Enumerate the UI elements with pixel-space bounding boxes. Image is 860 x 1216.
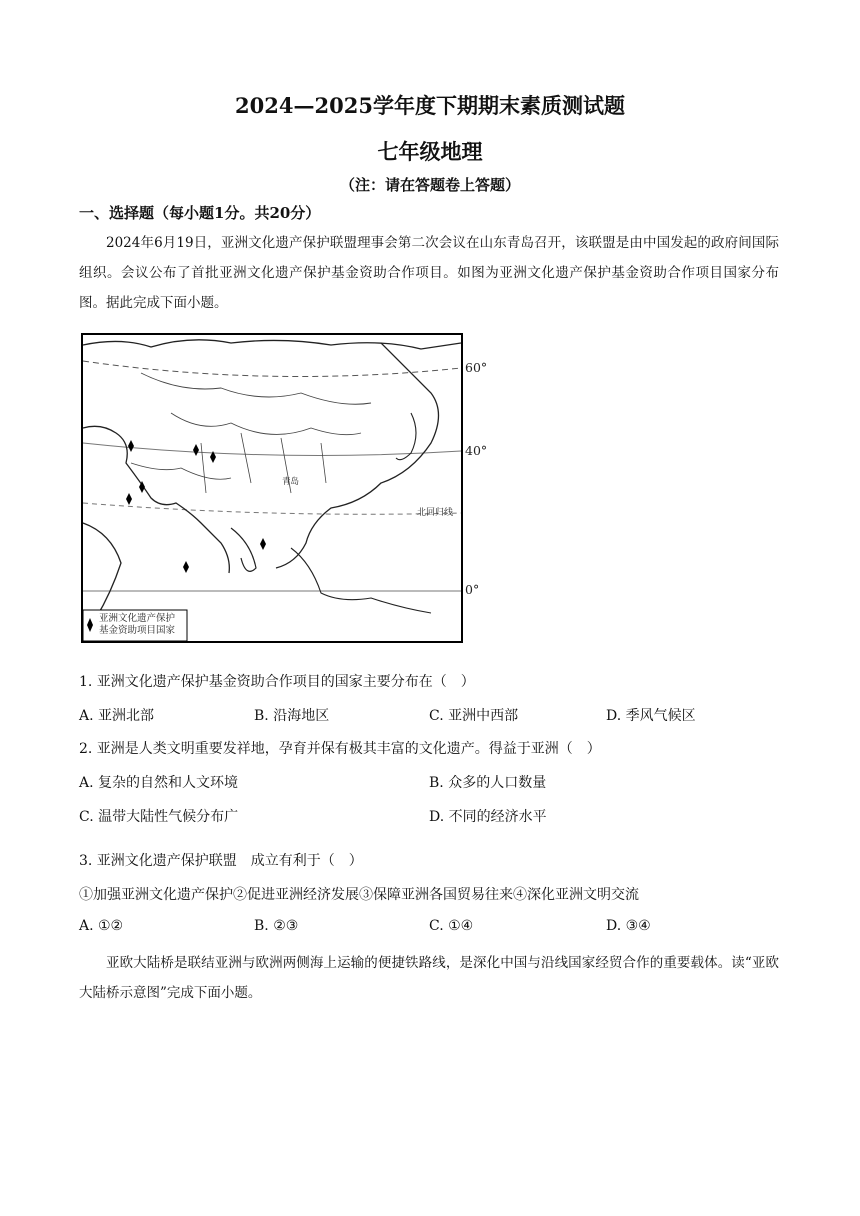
legend-text [99,613,175,637]
intro-paragraph-1: 2024年6月19日，亚洲文化遗产保护联盟理事会第二次会议在山东青岛召开，该联盟是由中国发起的政府间国际组织。会议公布了首批亚洲文化遗产保护基金资助合作项目。如图为亚洲文化遗产保护基金资助合作项目国家分布图。据此完成下面小题。 [79,235,779,311]
label-qingdao: 青岛 [282,477,300,487]
q1-option-b: B. 沿海地区 [254,708,330,724]
asia-map-figure [81,333,488,643]
q2-option-d: D. 不同的经济水平 [429,809,547,825]
q1-option-c: C. 亚洲中西部 [429,708,519,724]
map-frame [82,334,462,642]
legend-line-2: 基金资助项目国家 [99,625,176,636]
label-lat-60: 60° [465,360,488,375]
q1-option-d: D. 季风气候区 [606,708,696,724]
q3-option-c: C. ①④ [429,918,474,934]
q3-option-b: B. ②③ [254,918,299,934]
label-lat-0: 0° [465,582,480,597]
section-heading: 一、选择题（每小题1分。共20分） [79,204,321,222]
q2-option-b: B. 众多的人口数量 [429,775,547,791]
q2-option-a: A. 复杂的自然和人文环境 [79,775,239,791]
q1-option-a: A. 亚洲北部 [79,708,155,724]
label-tropic: 北回归线 [417,508,454,518]
intro-paragraph-2: 亚欧大陆桥是联结亚洲与欧洲两侧海上运输的便捷铁路线，是深化中国与沿线国家经贸合作的重要载体。读“亚欧大陆桥示意图”完成下面小题。 [79,955,779,1001]
question-2-stem: 2. 亚洲是人类文明重要发祥地，孕育并保有极其丰富的文化遗产。得益于亚洲（ ） [79,741,601,757]
exam-note: （注：请在答题卷上答题） [339,176,520,194]
q3-option-d: D. ③④ [606,918,651,934]
legend-line-1: 亚洲文化遗产保护 [99,613,176,624]
exam-title: 2024—2025学年度下期期末素质测试题 [235,93,625,118]
q2-option-c: C. 温带大陆性气候分布广 [79,809,239,825]
exam-subtitle: 七年级地理 [377,139,483,164]
question-3-stem: 3. 亚洲文化遗产保护联盟 成立有利于（ ） [79,853,363,869]
question-3-statements: ①加强亚洲文化遗产保护②促进亚洲经济发展③保障亚洲各国贸易往来④深化亚洲文明交流 [79,887,639,903]
label-lat-40: 40° [465,443,488,458]
asia-map-svg [81,333,463,643]
question-1-stem: 1. 亚洲文化遗产保护基金资助合作项目的国家主要分布在（ ） [79,674,475,690]
q3-option-a: A. ①② [79,918,124,934]
